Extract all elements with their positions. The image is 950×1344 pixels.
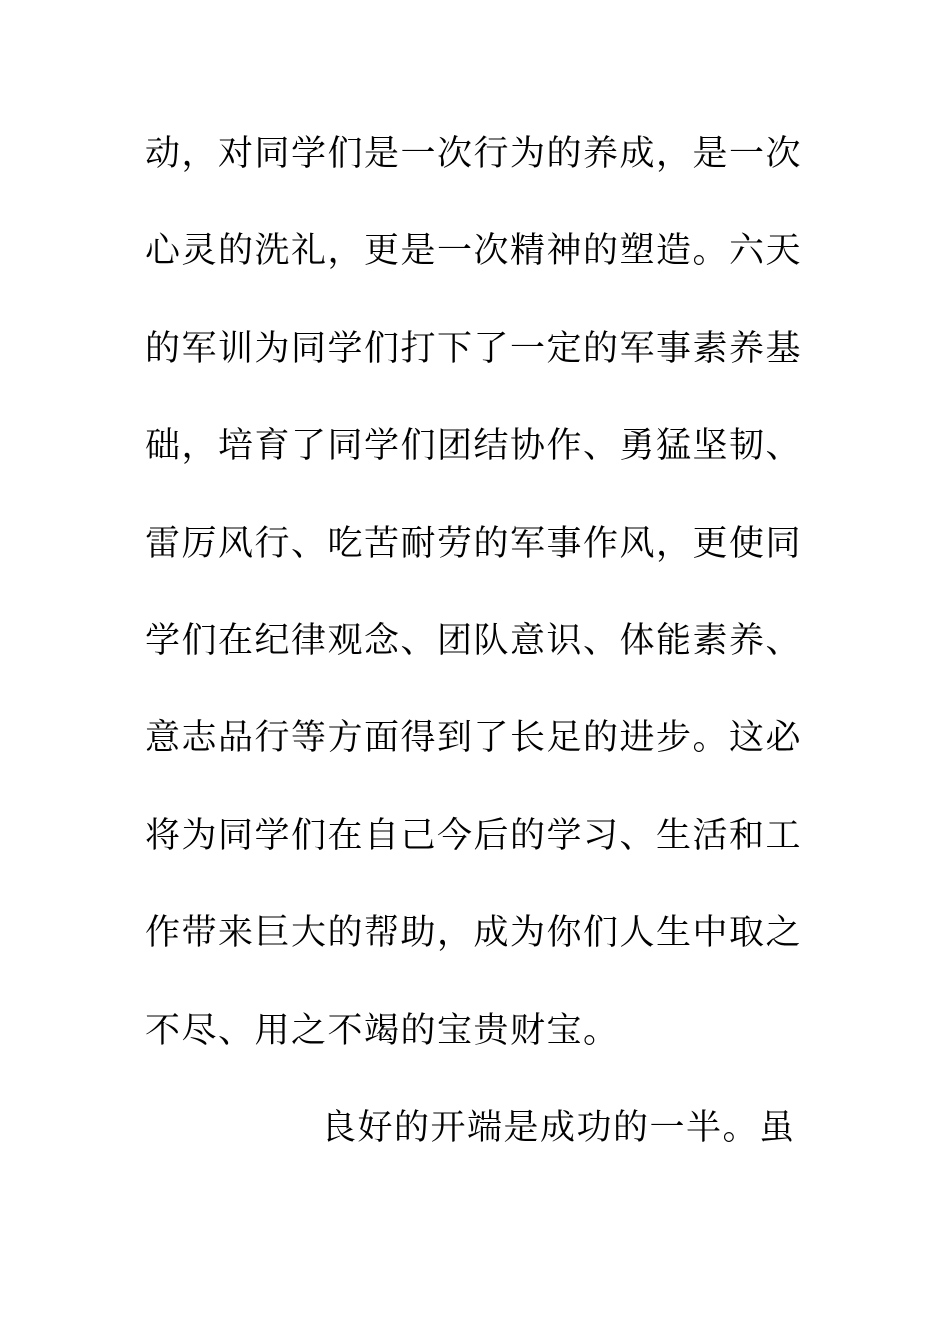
text-line: 学们在纪律观念、团队意识、体能素养、 [145, 620, 803, 661]
body-text [145, 128, 803, 1199]
text-line: 不尽、用之不竭的宝贵财宝。 [145, 1010, 620, 1051]
paragraph-start-line: 良好的开端是成功的一半。虽 [321, 1107, 796, 1148]
text-line: 础，培育了同学们团结协作、勇猛坚韧、 [145, 426, 803, 467]
text-line: 作带来巨大的帮助，成为你们人生中取之 [145, 913, 803, 954]
text-line: 心灵的洗礼，更是一次精神的塑造。六天 [145, 231, 803, 272]
text-line: 意志品行等方面得到了长足的进步。这必 [145, 718, 803, 759]
text-line: 将为同学们在自己今后的学习、生活和工 [145, 815, 803, 856]
text-line: 雷厉风行、吃苦耐劳的军事作风，更使同 [145, 523, 803, 564]
text-line: 的军训为同学们打下了一定的军事素养基 [145, 328, 803, 369]
text-line: 动，对同学们是一次行为的养成，是一次 [145, 134, 803, 174]
